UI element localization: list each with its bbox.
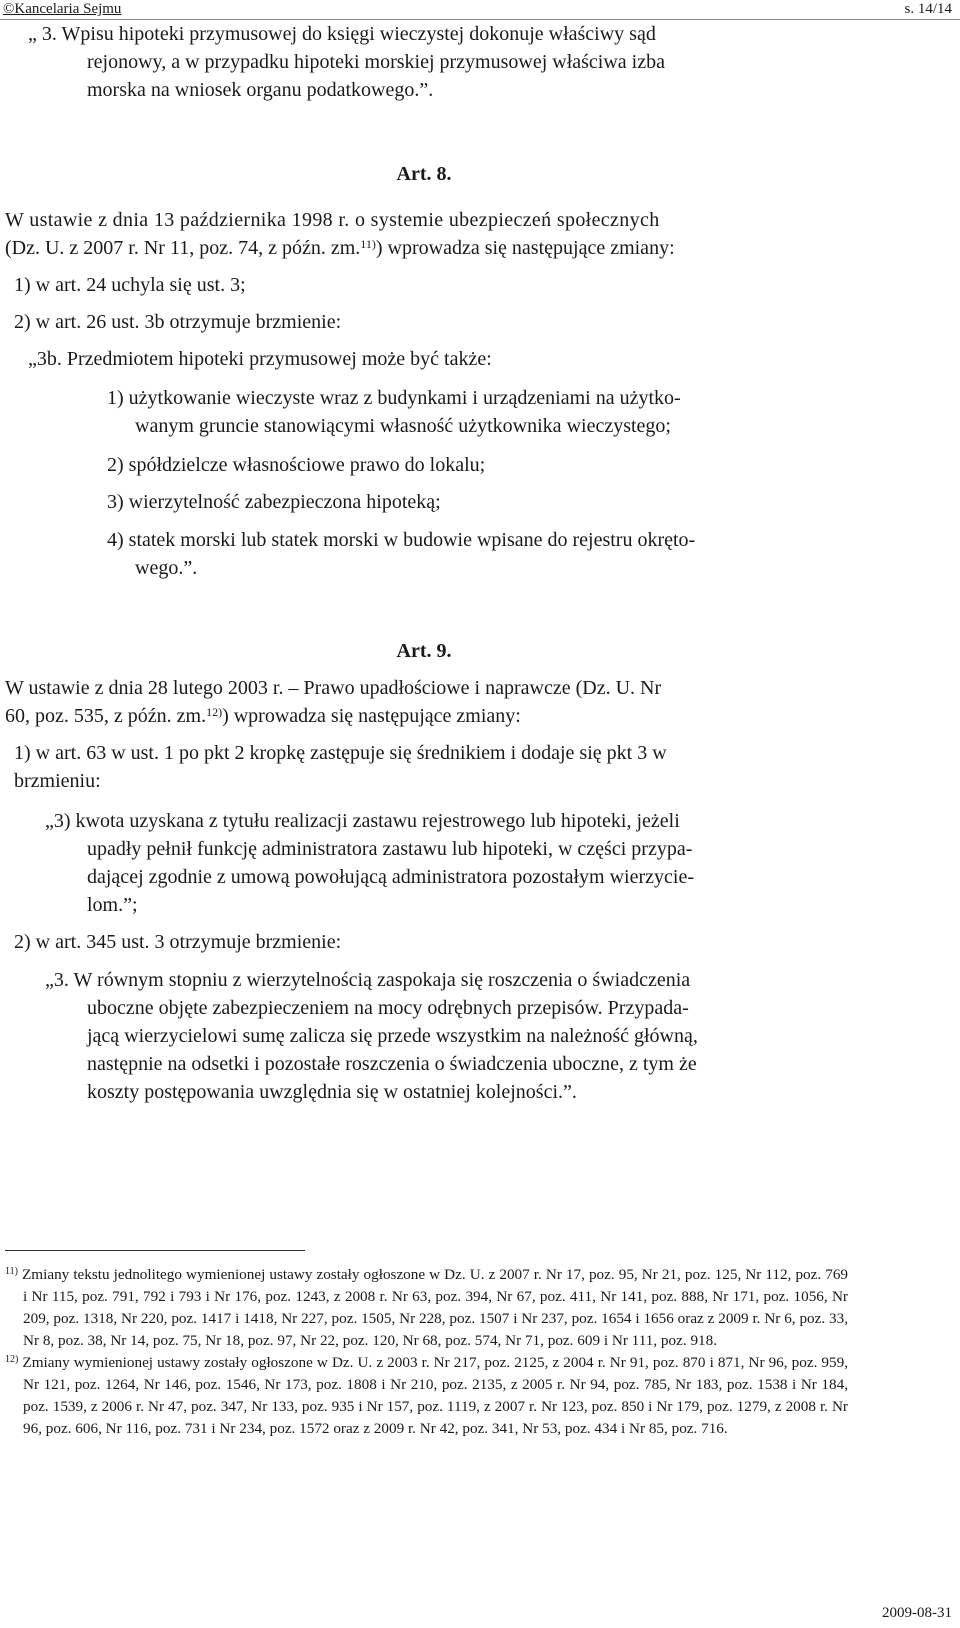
sec1-line2: rejonowy, a w przypadku hipoteki morskiej przymusowej właściwa izba bbox=[87, 51, 665, 73]
art8-quote-intro: „3b. Przedmiotem hipoteki przymusowej może być także: bbox=[28, 348, 492, 370]
footnote-11 bbox=[5, 1264, 848, 1352]
sec1-line1: „ 3. Wpisu hipoteki przymusowej do księgi wieczystej dokonuje właściwy sąd bbox=[28, 23, 656, 45]
art9-para3-e: koszty postępowania uwzględnia się w ostatniej kolejności.”. bbox=[87, 1081, 577, 1103]
art8-quote-1a: 1) użytkowanie wieczyste wraz z budynkami i urządzeniami na użytko- bbox=[107, 387, 681, 409]
art9-heading: Art. 9. bbox=[396, 640, 452, 662]
art9-para3-d: następnie na odsetki i pozostałe roszczenia o świadczenia uboczne, z tym że bbox=[87, 1053, 697, 1075]
art8-intro-tail: ) wprowadza się następujące zmiany: bbox=[375, 237, 675, 259]
page-header bbox=[0, 0, 960, 20]
footnote-11-mark: 11) bbox=[5, 1266, 18, 1277]
art9-para3-a: „3. W równym stopniu z wierzytelnością zaspokaja się roszczenia o świadczenia bbox=[45, 969, 691, 991]
art9-intro-line1: W ustawie z dnia 28 lutego 2003 r. – Prawo upadłościowe i naprawcze (Dz. U. Nr bbox=[5, 677, 662, 699]
footnotes bbox=[5, 1264, 848, 1440]
footnote-11-text: Zmiany tekstu jednolitego wymienionej ustawy zostały ogłoszone w Dz. U. z 2007 r. Nr 17, poz. 95, Nr 21, poz. 125, Nr 112, poz. 769 i Nr 115, poz. 791, 792 i 793 i Nr 176, poz. 1243, z 2008 r. Nr 63, poz. 394, Nr 67, poz. 411, Nr 141, poz. 888, Nr 171, poz. 1056, Nr 209, poz. 1318, Nr 220, poz. 1417 i 1418, Nr 227, poz. 1505, Nr 228, poz. 1507 i Nr 237, poz. 1654 i 1656 oraz z 2009 r. Nr 6, poz. 33, Nr 8, poz. 38, Nr 14, poz. 75, Nr 18, poz. 97, Nr 22, poz. 120, Nr 68, poz. 574, Nr 71, poz. 609 i Nr 111, poz. 918. bbox=[22, 1266, 849, 1349]
art9-item-1a: 1) w art. 63 w ust. 1 po pkt 2 kropkę zastępuje się średnikiem i dodaje się pkt 3 w bbox=[14, 742, 667, 764]
sec1-line3: morska na wniosek organu podatkowego.”. bbox=[87, 79, 434, 101]
footnote-divider bbox=[5, 1250, 305, 1251]
art8-intro-line1: W ustawie z dnia 13 października 1998 r. o systemie ubezpieczeń społecznych bbox=[5, 209, 660, 231]
page-number: s. 14/14 bbox=[904, 1, 952, 17]
header-link-kancelaria[interactable]: ©Kancelaria Sejmu bbox=[3, 1, 122, 17]
art9-quote-3a: „3) kwota uzyskana z tytułu realizacji zastawu rejestrowego lub hipoteki, jeżeli bbox=[45, 810, 680, 832]
document-body bbox=[5, 20, 843, 1103]
art9-para3-c: jącą wierzycielowi sumę zalicza się przede wszystkim na należność główną, bbox=[87, 1025, 698, 1047]
art9-intro-text: 60, poz. 535, z późn. zm. bbox=[5, 705, 207, 727]
footnote-12 bbox=[5, 1352, 848, 1440]
art8-quote-2: 2) spółdzielcze własnościowe prawo do lokalu; bbox=[107, 454, 486, 476]
art9-intro-line2 bbox=[5, 702, 843, 730]
art8-intro-line2 bbox=[5, 234, 843, 262]
art8-item-2: 2) w art. 26 ust. 3b otrzymuje brzmienie: bbox=[14, 311, 342, 333]
art9-para3-b: uboczne objęte zabezpieczeniem na mocy odrębnych przepisów. Przypada- bbox=[87, 997, 689, 1019]
art8-intro-text: (Dz. U. z 2007 r. Nr 11, poz. 74, z późn. zm. bbox=[5, 237, 361, 259]
art8-heading: Art. 8. bbox=[396, 163, 452, 185]
art8-quote-3: 3) wierzytelność zabezpieczona hipoteką; bbox=[107, 491, 441, 513]
document-date: 2009-08-31 bbox=[882, 1605, 952, 1621]
art9-intro-tail: ) wprowadza się następujące zmiany: bbox=[222, 705, 521, 727]
art9-quote-3d: lom.”; bbox=[87, 894, 138, 916]
footnote-12-text: Zmiany wymienionej ustawy zostały ogłoszone w Dz. U. z 2003 r. Nr 217, poz. 2125, z 2004 r. Nr 91, poz. 870 i 871, Nr 96, poz. 959, Nr 121, poz. 1264, Nr 146, poz. 1546, Nr 173, poz. 1808 i Nr 210, poz. 2135, z 2005 r. Nr 94, poz. 785, Nr 183, poz. 1538 i Nr 184, poz. 1539, z 2006 r. Nr 47, poz. 347, Nr 133, poz. 935 i Nr 157, poz. 1119, z 2007 r. Nr 123, poz. 850 i Nr 179, poz. 1279, z 2008 r. Nr 96, poz. 606, Nr 116, poz. 731 i Nr 234, poz. 1572 oraz z 2009 r. Nr 42, poz. 341, Nr 53, poz. 434 i Nr 85, poz. 716. bbox=[22, 1354, 849, 1437]
art8-quote-4b: wego.”. bbox=[135, 557, 198, 579]
art9-quote-3c: dającej zgodnie z umową powołującą administratora pozostałym wierzycie- bbox=[87, 866, 694, 888]
art8-quote-4a: 4) statek morski lub statek morski w budowie wpisane do rejestru okręto- bbox=[107, 529, 696, 551]
art9-item-2: 2) w art. 345 ust. 3 otrzymuje brzmienie: bbox=[14, 931, 342, 953]
footnote-12-mark: 12) bbox=[5, 1354, 19, 1365]
art9-quote-3b: upadły pełnił funkcję administratora zastawu lub hipoteki, w części przypa- bbox=[87, 838, 693, 860]
art9-item-1b: brzmieniu: bbox=[14, 770, 101, 792]
footnote-ref-11[interactable]: 11) bbox=[360, 237, 376, 251]
art8-quote-1b: wanym gruncie stanowiącymi własność użytkownika wieczystego; bbox=[135, 415, 671, 437]
footnote-ref-12[interactable]: 12) bbox=[206, 705, 223, 719]
art8-item-1: 1) w art. 24 uchyla się ust. 3; bbox=[14, 274, 246, 296]
